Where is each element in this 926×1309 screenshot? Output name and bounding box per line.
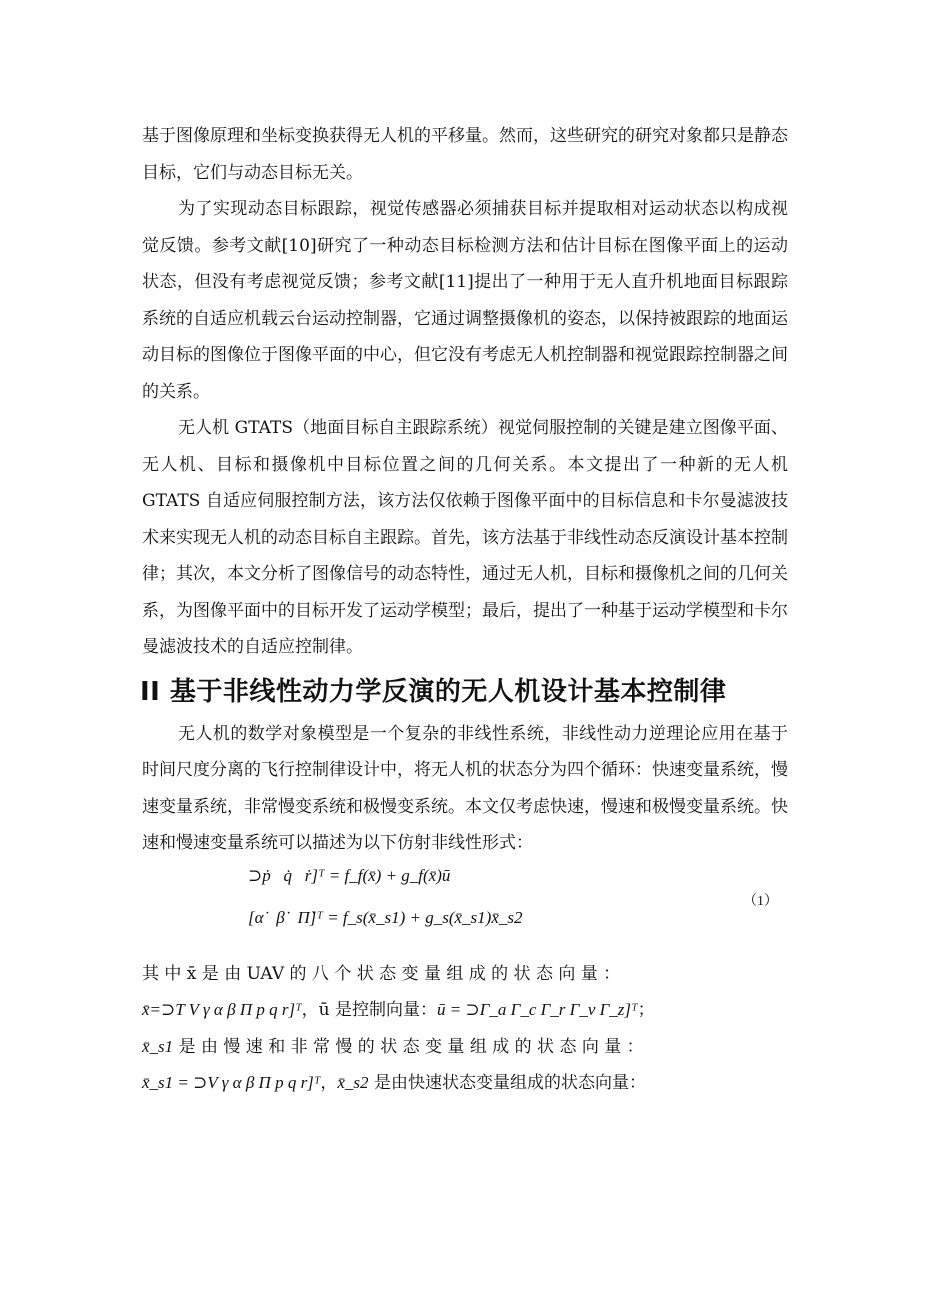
definition-text-1: 其 中 x̄ 是 由 UAV 的 八 个 状 态 变 量 组 成 的 状 态 向 量 ： [142, 963, 621, 984]
paragraph-1: 基于图像原理和坐标变换获得无人机的平移量。然而，这些研究的研究对象都只是静态目标，它们与动态目标无关。 [142, 126, 788, 183]
state-vector-xs1: x̄_s1 = ⊃V γ α β Π p q r]ᵀ [142, 1073, 321, 1092]
equation-line-2: [α̇ β̇ Π̇]ᵀ = f_s(x̄_s1) + g_s(x̄_s1)x̄_s2 [248, 907, 523, 927]
document-page [142, 118, 788, 1102]
equation-line-1: ⊃ṗ q̇ ṙ]ᵀ = f_f(x̄) + g_f(x̄)ū [248, 865, 451, 885]
paragraph-4: 无人机的数学对象模型是一个复杂的非线性系统，非线性动力逆理论应用在基于时间尺度分离的飞行控制律设计中，将无人机的状态分为四个循环：快速变量系统，慢速变量系统，非常慢变系统和极慢变系统。本文仅考虑快速，慢速和极慢变量系统。快速和慢速变量系统可以描述为以下仿射非线性形式： [142, 723, 788, 853]
definition-line-1 [142, 956, 788, 993]
equation-number: （1） [743, 893, 778, 909]
section-heading: II 基于非线性动力学反演的无人机设计基本控制律 [140, 676, 727, 707]
control-vector-label: ，ū 是控制向量： [301, 1000, 438, 1020]
state-vector-xs2-symbol: x̄_s2 [337, 1073, 369, 1092]
equation-block [142, 864, 788, 950]
definition-line-3 [142, 1029, 788, 1066]
paragraph-2: 为了实现动态目标跟踪，视觉传感器必须捕获目标并提取相对运动状态以构成视觉反馈。参考文献[10]研究了一种动态目标检测方法和估计目标在图像平面上的运动状态，但没有考虑视觉反馈；参考文献[11]提出了一种用于无人直升机地面目标跟踪系统的自适应机载云台运动控制器，它通过调整摄像机的姿态，以保持被跟踪的地面运动目标的图像位于图像平面的中心，但它没有考虑无人机控制器和视觉跟踪控制器之间的关系。 [142, 199, 788, 402]
paragraph-3: 无人机 GTATS（地面目标自主跟踪系统）视觉伺服控制的关键是建立图像平面、无人机、目标和摄像机中目标位置之间的几何关系。本文提出了一种新的无人机 GTATS 自适应伺服控制方法，该方法仅依赖于图像平面中的目标信息和卡尔曼滤波技术来实现无人机的动态目标自主跟踪。首先，该方法基于非线性动态反演设计基本控制律；其次，本文分析了图像信号的动态特性，通过无人机，目标和摄像机之间的几何关系，为图像平面中的目标开发了运动学模型；最后，提出了一种基于运动学模型和卡尔曼滤波技术的自适应控制律。 [142, 418, 788, 657]
state-vector-xs1-symbol: x̄_s1 [142, 1036, 174, 1056]
definition-line-2 [142, 992, 788, 1029]
definition-text-3: 是 由 慢 速 和 非 常 慢 的 状 态 变 量 组 成 的 状 态 向 量 ： [173, 1036, 644, 1057]
line-end-punct: ； [637, 1000, 655, 1020]
separator-punct: ， [320, 1073, 338, 1093]
definition-text-4: 是由快速状态变量组成的状态向量： [368, 1073, 646, 1093]
control-vector-u: ū = ⊃Γ_a Γ_c Γ_r Γ_v Γ_z]ᵀ [437, 1000, 638, 1019]
state-vector-x: x̄=⊃T V γ α β Π p q r]ᵀ [142, 1000, 302, 1019]
definition-line-4 [142, 1065, 788, 1102]
